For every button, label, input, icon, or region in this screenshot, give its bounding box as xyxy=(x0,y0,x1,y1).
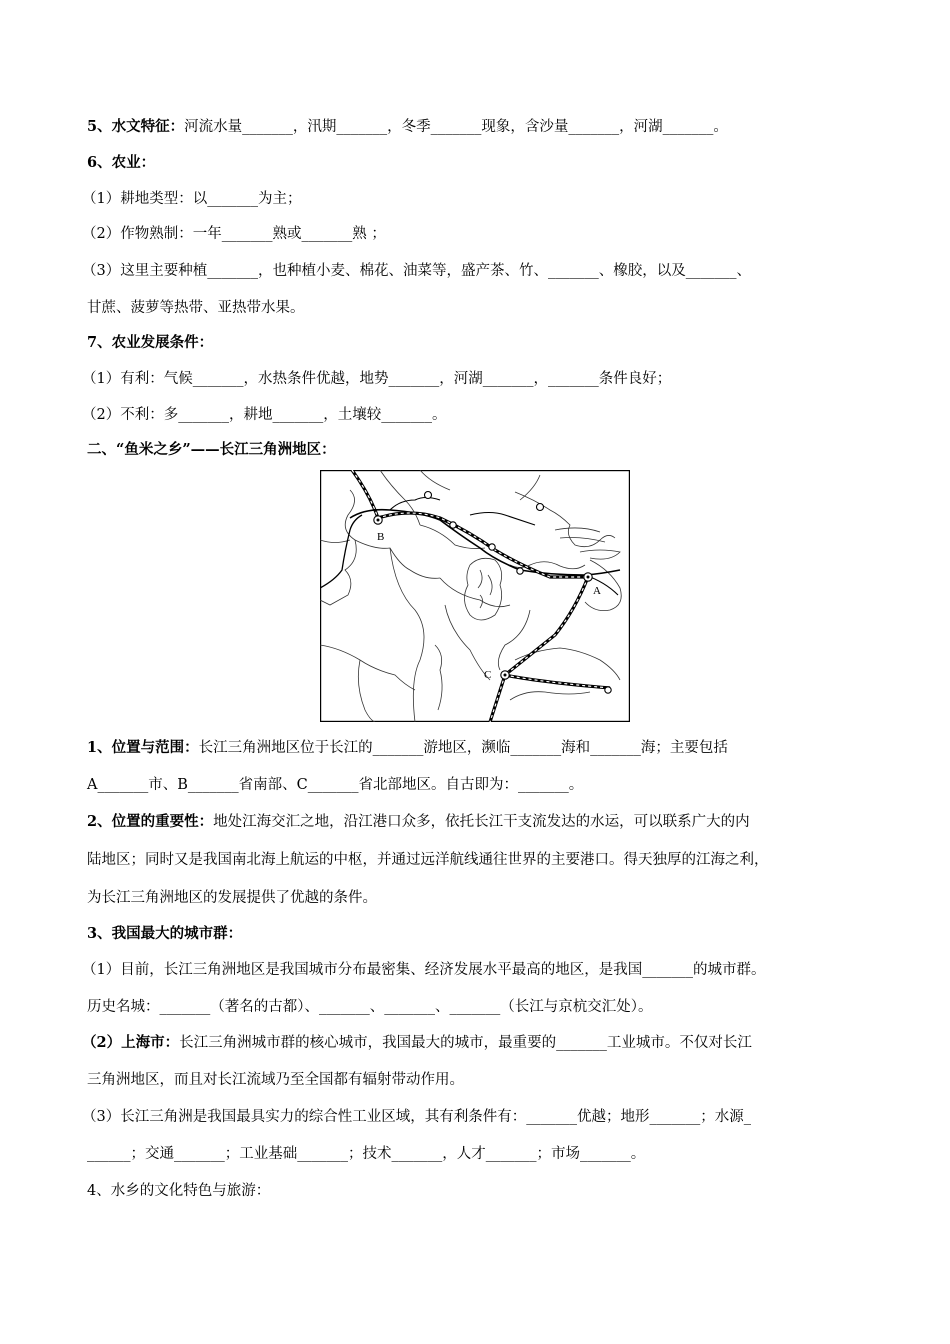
line-heading: 3、我国最大的城市群： xyxy=(87,925,243,942)
line-6 xyxy=(87,333,213,353)
map-label-c: C xyxy=(484,669,492,681)
line-text: （2）作物熟制：一年_______熟或_______熟 ； xyxy=(82,226,386,242)
line-heading: 二、“鱼米之乡”——长江三角洲地区： xyxy=(87,441,336,458)
line-10 xyxy=(87,738,728,758)
line-17 xyxy=(87,997,653,1017)
line-text: 长江三角洲地区位于长江的_______游地区，濒临_______海和_______海；主要包括 xyxy=(198,740,728,756)
line-3 xyxy=(82,224,386,244)
line-1 xyxy=(87,153,155,173)
line-text: 长江三角洲城市群的核心城市，我国最大的城市，最重要的_______工业城市。不仅对长江 xyxy=(179,1035,752,1051)
line-text: 陆地区；同时又是我国南北海上航运的中枢，并通过远洋航线通往世界的主要港口。得天独厚的江海之利， xyxy=(87,852,769,868)
line-text: （3）这里主要种植_______，也种植小麦、棉花、油菜等，盛产茶、竹、_______、橡胶，以及_______、 xyxy=(82,263,751,279)
line-2 xyxy=(82,189,301,209)
line-heading: 2、位置的重要性： xyxy=(87,813,214,830)
line-heading: （2）上海市： xyxy=(82,1034,180,1051)
line-11 xyxy=(87,775,583,795)
line-21 xyxy=(87,1144,645,1164)
line-text: ______；交通_______；工业基础_______；技术_______，人才_______；市场_______。 xyxy=(87,1146,646,1162)
line-heading: 6、农业： xyxy=(87,154,156,171)
line-9 xyxy=(87,440,336,460)
line-text: （2）不利：多_______，耕地_______，土壤较_______。 xyxy=(82,407,447,423)
map-label-b: B xyxy=(377,531,385,543)
line-22 xyxy=(87,1181,270,1201)
line-7 xyxy=(82,369,671,389)
line-text: 三角洲地区，而且对长江流域乃至全国都有辐射带动作用。 xyxy=(87,1072,464,1088)
line-19 xyxy=(87,1070,464,1090)
line-12 xyxy=(87,812,750,832)
line-text: （1）耕地类型：以_______为主； xyxy=(82,191,302,207)
line-text: 历史名城：_______（著名的古都）、_______、_______、_______（长江与京杭交汇处）。 xyxy=(87,999,653,1015)
line-16 xyxy=(82,960,765,980)
line-text: 甘蔗、菠萝等热带、亚热带水果。 xyxy=(87,300,305,316)
line-8 xyxy=(82,405,446,425)
line-heading: 1、位置与范围： xyxy=(87,739,199,756)
map-label-a: A xyxy=(593,585,601,597)
line-5 xyxy=(87,298,305,318)
line-text: A_______市、B_______省南部、C_______省北部地区。自古即为：_______。 xyxy=(87,777,584,793)
line-18 xyxy=(82,1033,752,1053)
line-0 xyxy=(87,117,728,137)
line-text: 河流水量_______，汛期_______，冬季_______现象，含沙量_______，河湖_______。 xyxy=(184,119,728,135)
line-13 xyxy=(87,850,769,870)
line-14 xyxy=(87,888,377,908)
line-text: 4、水乡的文化特色与旅游： xyxy=(87,1183,271,1199)
line-heading: 7、农业发展条件： xyxy=(87,334,214,351)
line-4 xyxy=(82,261,751,281)
line-text: （3）长江三角洲是我国最具实力的综合性工业区域，其有利条件有：_______优越；地形_______；水源_ xyxy=(82,1109,751,1125)
line-15 xyxy=(87,924,242,944)
yangtze-delta-map xyxy=(320,470,630,722)
line-heading: 5、水文特征： xyxy=(87,118,185,135)
line-text: （1）目前，长江三角洲地区是我国城市分布最密集、经济发展水平最高的地区，是我国_______的城市群。 xyxy=(82,962,766,978)
line-text: 为长江三角洲地区的发展提供了优越的条件。 xyxy=(87,890,377,906)
line-text: （1）有利：气候_______，水热条件优越，地势_______，河湖_______，_______条件良好； xyxy=(82,371,672,387)
line-20 xyxy=(82,1107,751,1127)
line-text: 地处江海交汇之地，沿江港口众多，依托长江干支流发达的水运，可以联系广大的内 xyxy=(213,814,750,830)
